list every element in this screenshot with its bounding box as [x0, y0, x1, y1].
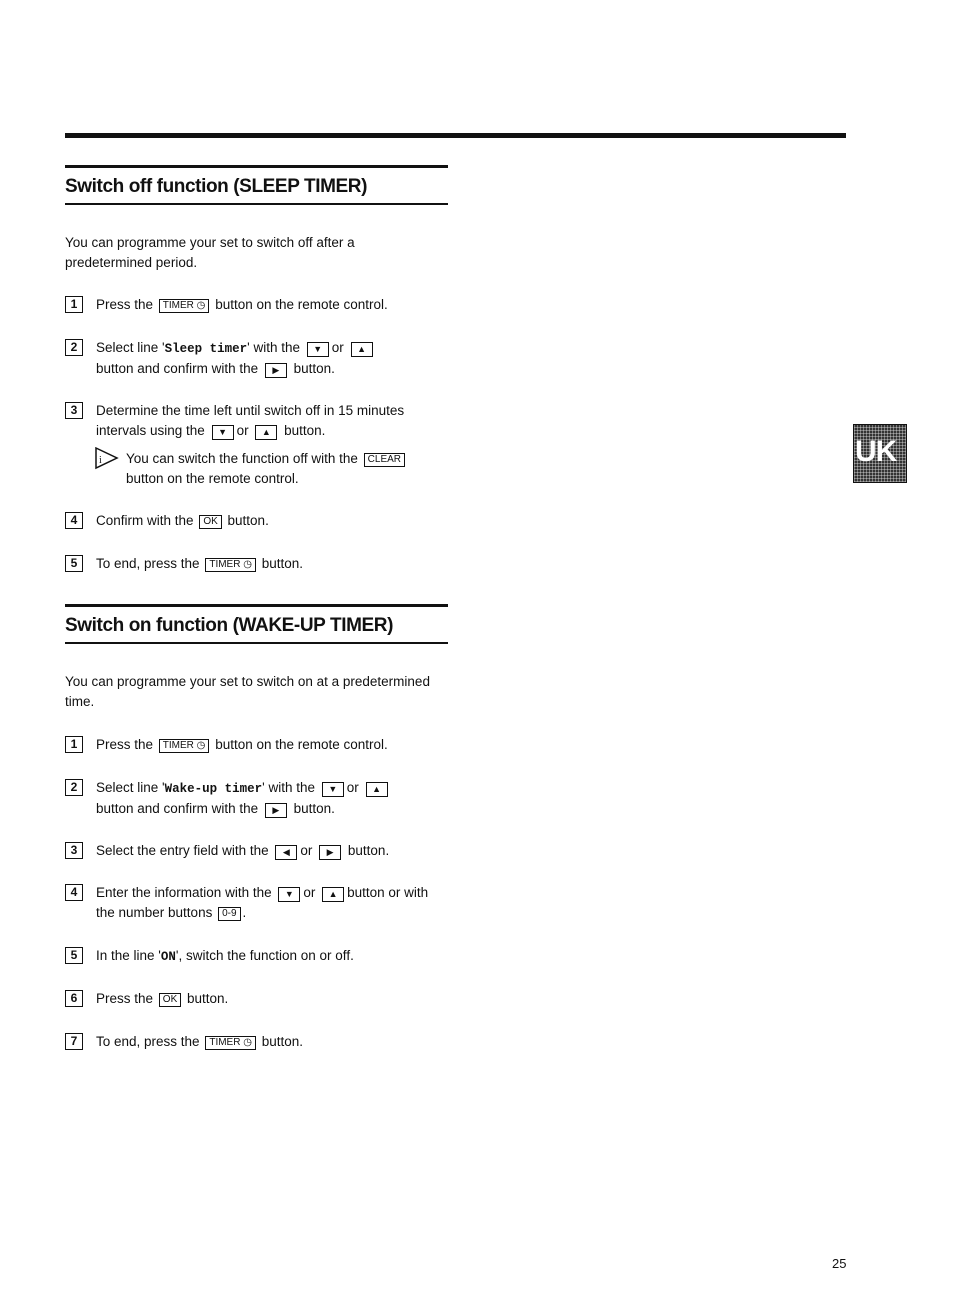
right-arrow-key-icon: ▶: [265, 803, 287, 818]
step-text-part: ' with the: [247, 340, 300, 355]
down-arrow-key-icon: ▼: [278, 887, 300, 902]
step-text-part: or: [331, 340, 344, 355]
menu-line-name: Sleep timer: [164, 342, 248, 356]
step-number: 1: [65, 736, 83, 753]
ok-key: OK: [199, 515, 221, 529]
step-text: [96, 946, 448, 967]
section-title: Switch off function (SLEEP TIMER): [65, 176, 368, 197]
step-text-part: or: [346, 780, 359, 795]
wake-intro: You can programme your set to switch on at a predetermined time.: [65, 674, 430, 709]
step-text-part: Press the: [96, 991, 154, 1006]
up-arrow-key-icon: ▲: [255, 425, 277, 440]
language-tab-label: UK: [855, 435, 897, 468]
step-number: 6: [65, 990, 83, 1007]
step-text: [96, 295, 448, 315]
note-text: [126, 449, 446, 489]
section-header: [65, 604, 448, 644]
note-text-part: button on the remote control.: [126, 471, 299, 486]
step-text-part: Select the entry field with the: [96, 843, 269, 858]
step-text-part: ' with the: [262, 780, 316, 795]
step-number: 4: [65, 884, 83, 901]
step-text-part: Enter the information with the: [96, 885, 272, 900]
step-number: 2: [65, 779, 83, 796]
step-number: 2: [65, 339, 83, 356]
step-text-part: button.: [187, 991, 229, 1006]
step-text-part: To end, press the: [96, 556, 200, 571]
right-arrow-key-icon: ▶: [319, 845, 341, 860]
timer-key: TIMER ◷: [205, 558, 256, 572]
step-text-part: Select line ': [96, 780, 165, 795]
page-number: 25: [832, 1256, 847, 1271]
step-text-part: button.: [293, 801, 335, 816]
step-text-part: button.: [347, 843, 390, 858]
step-number: 5: [65, 947, 83, 964]
top-rule: [65, 133, 846, 138]
step-number: 5: [65, 555, 83, 572]
section-header: [65, 165, 448, 205]
step-text-part: button.: [293, 361, 335, 376]
ok-key: OK: [159, 993, 181, 1007]
step-text-part: or: [303, 885, 316, 900]
step-text: [96, 554, 448, 574]
step-text-part: Confirm with the: [96, 513, 194, 528]
step-text-part: button on the remote control.: [215, 737, 388, 752]
step-text-part: button.: [227, 513, 269, 528]
step-text: [96, 735, 448, 755]
sleep-intro: You can programme your set to switch off after a predetermined period.: [65, 235, 355, 270]
step-text: [96, 883, 448, 923]
clear-key: CLEAR: [364, 453, 405, 467]
down-arrow-key-icon: ▼: [307, 342, 329, 357]
info-icon: [95, 447, 119, 471]
menu-line-name: Wake-up timer: [164, 782, 263, 796]
step-text-part: button.: [284, 423, 326, 438]
timer-key: TIMER ◷: [159, 739, 210, 753]
step-text-part: button and confirm with the: [96, 801, 259, 816]
step-text: [96, 841, 448, 861]
step-text-part: Determine the time left until switch off in 15 minutes intervals using the: [96, 403, 405, 438]
section-title: Switch on function (WAKE-UP TIMER): [65, 615, 394, 636]
step-text-part: .: [242, 905, 247, 920]
left-arrow-key-icon: ◀: [275, 845, 297, 860]
step-text-part: ', switch the function on or off.: [175, 948, 354, 963]
note-text-part: You can switch the function off with the: [126, 451, 358, 466]
step-text: [96, 778, 448, 819]
step-text: [96, 401, 448, 441]
timer-key: TIMER ◷: [159, 299, 210, 313]
step-text-part: button and confirm with the: [96, 361, 259, 376]
sleep-timer-section: [65, 165, 448, 205]
step-text-part: Press the: [96, 737, 154, 752]
step-number: 4: [65, 512, 83, 529]
step-text: [96, 338, 448, 379]
step-text-part: To end, press the: [96, 1034, 200, 1049]
svg-text:i: i: [99, 455, 102, 466]
step-number: 3: [65, 402, 83, 419]
step-text-part: button.: [261, 1034, 304, 1049]
down-arrow-key-icon: ▼: [212, 425, 234, 440]
number-keys: 0-9: [218, 907, 240, 921]
step-text-part: Select line ': [96, 340, 165, 355]
timer-key: TIMER ◷: [205, 1036, 256, 1050]
step-text-part: button.: [261, 556, 304, 571]
step-text: [96, 511, 448, 531]
language-tab: [853, 424, 907, 483]
step-text-part: button on the remote control.: [215, 297, 388, 312]
right-arrow-key-icon: ▶: [265, 363, 287, 378]
step-text: [96, 1032, 448, 1052]
up-arrow-key-icon: ▲: [351, 342, 373, 357]
step-text: [96, 989, 448, 1009]
step-text-part: or: [300, 843, 313, 858]
step-text-part: In the line ': [96, 948, 161, 963]
down-arrow-key-icon: ▼: [322, 782, 344, 797]
step-number: 1: [65, 296, 83, 313]
wake-up-timer-section: [65, 604, 448, 644]
step-text-part: Press the: [96, 297, 154, 312]
step-number: 7: [65, 1033, 83, 1050]
up-arrow-key-icon: ▲: [322, 887, 344, 902]
up-arrow-key-icon: ▲: [366, 782, 388, 797]
step-number: 3: [65, 842, 83, 859]
step-text-part: or: [236, 423, 249, 438]
menu-line-name: ON: [160, 950, 176, 964]
step-text-part: button or with the number buttons: [96, 885, 429, 920]
